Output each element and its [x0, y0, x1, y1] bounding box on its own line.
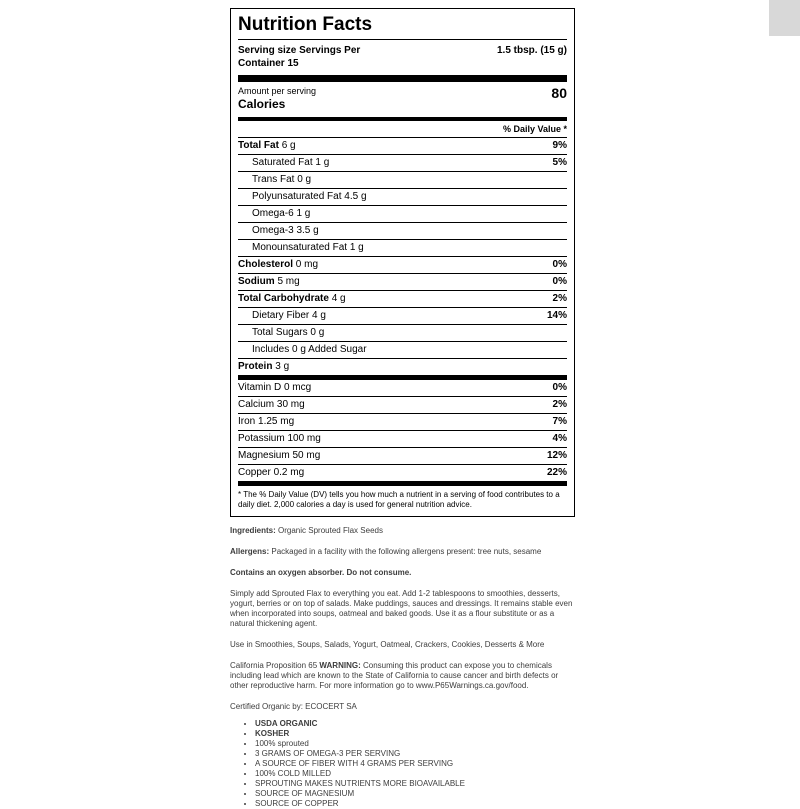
calories-left — [238, 86, 316, 112]
nutrient-amount: 5 mg — [277, 276, 300, 287]
nutrient-name: Includes 0 g Added Sugar — [252, 344, 367, 355]
nutrient-name: Cholesterol — [238, 259, 294, 270]
ingredients-text: Organic Sprouted Flax Seeds — [278, 526, 383, 535]
allergens-line — [230, 547, 575, 557]
prop65-prefix: California Proposition 65 — [230, 661, 318, 670]
product-details — [230, 526, 575, 809]
nutrition-facts-label — [230, 8, 575, 517]
vitamin-dv: 12% — [546, 450, 567, 461]
nutrient-name: Omega-3 — [252, 225, 294, 236]
vitamin-amount: 30 mg — [276, 399, 305, 410]
feature-item-omega3: • 3 GRAMS OF OMEGA-3 PER SERVING — [255, 749, 575, 759]
nutrient-name: Sodium — [238, 276, 275, 287]
allergens-text: Packaged in a facility with the following allergens present: tree nuts, sesame — [271, 547, 542, 556]
usage-paragraph: Simply add Sprouted Flax to everything you eat. Add 1-2 tablespoons to smoothies, desserts, yogurt, berries or on top of salads. Make puddings, sauces and dressings. It remains stable even when incorporated into soups, oatmeal and baked goods. Use it as a flour substitute or as a natural thickening agent. — [230, 589, 573, 628]
nutrient-row-polyunsaturated-fat — [238, 188, 567, 205]
vitamin-name: Iron — [238, 416, 256, 427]
nutrient-amount: 4 g — [312, 310, 326, 321]
prop65-paragraph — [230, 661, 575, 691]
nutrient-name: Dietary Fiber — [252, 310, 310, 321]
prop65-warning-label: WARNING: — [319, 661, 361, 670]
content-column — [230, 8, 575, 809]
serving-size-label: Serving size Servings Per Container 15 — [238, 45, 361, 69]
feature-item-bioavailable: • SPROUTING MAKES NUTRIENTS MORE BIOAVAILABLE — [255, 779, 575, 789]
vitamin-dv: 0% — [552, 382, 567, 393]
nutrient-amount: 1 g — [315, 157, 330, 168]
nutrient-amount: 3 g — [275, 361, 290, 372]
nutrient-name: Polyunsaturated Fat — [252, 191, 342, 202]
nutrient-name: Saturated Fat — [252, 157, 313, 168]
vitamin-amount: 1.25 mg — [258, 416, 295, 427]
nutrient-row-monounsaturated-fat — [238, 239, 567, 256]
certified-organic-line: Certified Organic by: ECOCERT SA — [230, 702, 357, 711]
nutrient-amount: 4 g — [331, 293, 346, 304]
nutrient-row-omega-6 — [238, 205, 567, 222]
nutrient-name: Protein — [238, 361, 273, 372]
vitamin-amount: 100 mg — [287, 433, 321, 444]
vitamin-dv: 2% — [552, 399, 567, 410]
nutrient-name: Total Sugars — [252, 327, 308, 338]
nutrient-row-protein — [238, 358, 567, 375]
nutrient-row-cholesterol — [238, 256, 567, 273]
feature-item-cold-milled: • 100% COLD MILLED — [255, 769, 575, 779]
oxygen-absorber-warning: Contains an oxygen absorber. Do not consume. — [230, 568, 412, 577]
nutrient-name: Monounsaturated Fat — [252, 242, 348, 253]
vitamin-amount: 0 mcg — [283, 382, 312, 393]
serving-size-value: 1.5 tbsp. (15 g) — [496, 45, 567, 56]
feature-item-magnesium: • SOURCE OF MAGNESIUM — [255, 789, 575, 799]
nutrient-name: Trans Fat — [252, 174, 295, 185]
calories-label: Calories — [238, 97, 286, 111]
use-in-line: Use in Smoothies, Soups, Salads, Yogurt, Oatmeal, Crackers, Cookies, Desserts & More — [230, 640, 545, 649]
vitamin-row-copper — [238, 464, 567, 481]
nutrient-dv: 14% — [546, 310, 567, 321]
vitamin-amount: 50 mg — [292, 450, 321, 461]
nutrient-row-trans-fat — [238, 171, 567, 188]
nutrient-amount: 1 g — [296, 208, 311, 219]
feature-item-kosher: • KOSHER — [255, 729, 575, 739]
feature-item-copper: • SOURCE OF COPPER — [255, 799, 575, 809]
label-title: Nutrition Facts — [238, 14, 373, 35]
vitamin-name: Copper — [238, 467, 271, 478]
vitamin-dv: 7% — [552, 416, 567, 427]
vitamin-name: Vitamin D — [238, 382, 282, 393]
nutrient-row-total-sugars — [238, 324, 567, 341]
nutrient-row-total-carbohydrate — [238, 290, 567, 307]
nutrient-row-omega-3 — [238, 222, 567, 239]
nutrient-amount: 3.5 g — [296, 225, 319, 236]
vitamin-name: Magnesium — [238, 450, 290, 461]
nutrient-row-total-fat — [238, 137, 567, 154]
nutrient-dv: 0% — [552, 276, 567, 287]
feature-list — [230, 719, 575, 809]
vitamin-row-vitamin-d — [238, 380, 567, 396]
nutrient-name: Total Carbohydrate — [238, 293, 329, 304]
vitamin-dv: 4% — [552, 433, 567, 444]
nutrient-amount: 0 g — [297, 174, 312, 185]
nutrient-dv: 2% — [552, 293, 567, 304]
calories-value: 80 — [551, 85, 567, 101]
nutrient-amount: 1 g — [349, 242, 364, 253]
nutrient-row-added-sugar — [238, 341, 567, 358]
serving-size-row — [238, 40, 567, 75]
vitamin-dv: 22% — [546, 467, 567, 478]
vitamin-name: Potassium — [238, 433, 285, 444]
vitamin-row-potassium — [238, 430, 567, 447]
nutrient-row-saturated-fat — [238, 154, 567, 171]
nutrient-name: Omega-6 — [252, 208, 294, 219]
nutrient-amount: 0 mg — [295, 259, 319, 270]
nutrient-amount: 0 g — [310, 327, 325, 338]
nutrient-dv: 5% — [552, 157, 567, 168]
vitamin-row-iron — [238, 413, 567, 430]
feature-item-usda-organic: • USDA ORGANIC — [255, 719, 575, 729]
vitamin-amount: 0.2 mg — [273, 467, 305, 478]
nutrient-amount: 6 g — [281, 140, 296, 151]
feature-item-sprouted: • 100% sprouted — [255, 739, 575, 749]
nutrient-row-sodium — [238, 273, 567, 290]
allergens-label: Allergens: — [230, 547, 270, 556]
feature-item-fiber: • A SOURCE OF FIBER WITH 4 GRAMS PER SERVING — [255, 759, 575, 769]
nutrient-dv: 0% — [552, 259, 567, 270]
daily-value-header: % Daily Value * — [502, 124, 567, 134]
nutrient-name: Total Fat — [238, 140, 279, 151]
nutrient-dv: 9% — [552, 140, 567, 151]
nutrient-row-dietary-fiber — [238, 307, 567, 324]
calories-section — [238, 82, 567, 117]
ingredients-line — [230, 526, 575, 536]
nutrient-amount: 4.5 g — [344, 191, 367, 202]
vitamin-name: Calcium — [238, 399, 275, 410]
vitamin-row-magnesium — [238, 447, 567, 464]
amount-per-serving-label: Amount per serving — [238, 86, 317, 96]
daily-value-footnote: * The % Daily Value (DV) tells you how much a nutrient in a serving of food contributes to a daily diet. 2,000 calories a day is used for general nutrition advice. — [238, 490, 560, 509]
prop65-text: Consuming this product can expose you to chemicals including lead which are known to the State of California to cause cancer and birth defects or other reproductive harm. For more information go to www.P65Warnings.ca.gov/food. — [230, 661, 559, 690]
thick-bar — [238, 75, 567, 82]
corner-gray-artifact — [769, 0, 800, 36]
ingredients-label: Ingredients: — [230, 526, 276, 535]
vitamin-row-calcium — [238, 396, 567, 413]
